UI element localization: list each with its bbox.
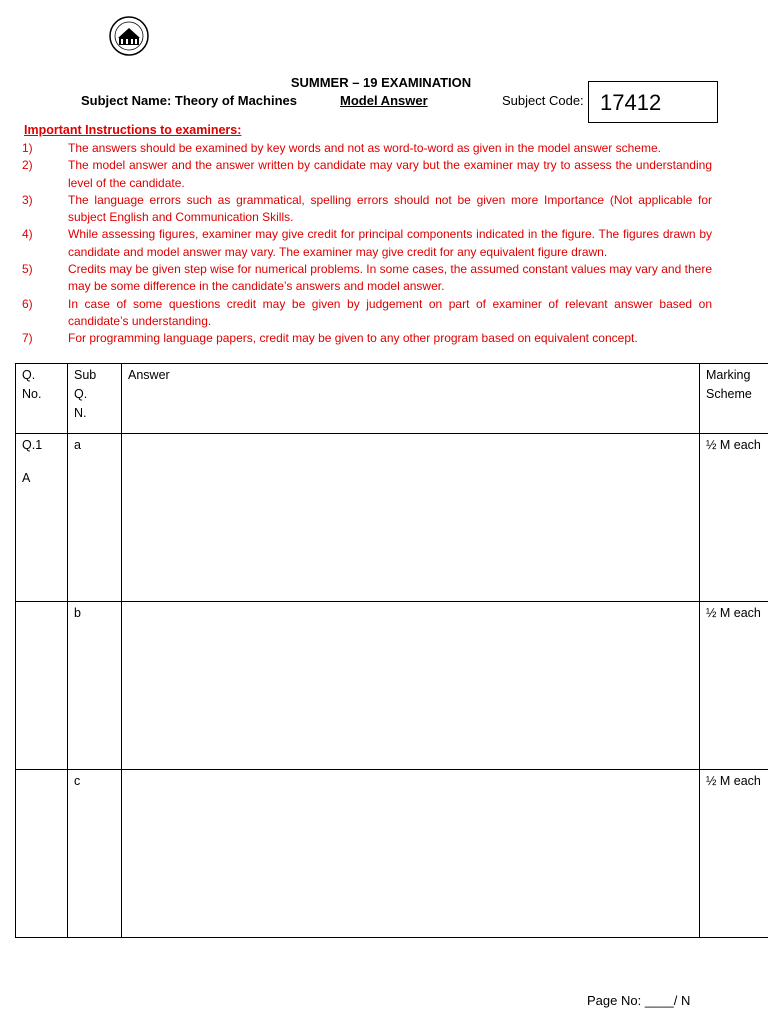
cell-marking: ½ M each [700,602,768,770]
instruction-item [20,226,712,261]
instruction-text: In case of some questions credit may be given by judgement on part of examiner of relevant answer based on candidate’s understanding. [68,296,712,328]
subject-code-box: 17412 [588,81,718,123]
table-row [16,434,768,602]
header-answer: Answer [122,364,700,434]
instruction-text: The model answer and the answer written by candidate may vary but the examiner may try to assess the understanding level of the candidate. [68,158,712,190]
header-sub-line1: Sub [74,368,97,382]
instruction-text: For programming language papers, credit may be given to any other program based on equivalent concept. [68,331,638,346]
instruction-number: 1) [22,141,33,155]
instructions-list [20,140,712,348]
header-marking-line2: Scheme [706,387,752,401]
q-section: A [22,471,31,485]
instruction-number: 3) [22,192,33,207]
instructions-heading: Important Instructions to examiners: [24,123,242,137]
cell-q-no [16,770,68,938]
cell-sub-q: b [68,602,122,770]
cell-q-no [16,434,68,602]
header-q-no-line2: No. [22,387,42,401]
cell-marking: ½ M each [700,434,768,602]
model-answer-label: Model Answer [340,93,428,108]
header-q-no [16,364,68,434]
subject-name: Subject Name: Theory of Machines [81,93,297,108]
header-marking-line1: Marking [706,368,751,382]
page-number: Page No: ____/ N [587,993,691,1008]
instruction-number: 4) [22,227,33,242]
header-sub-line2: Q. [74,387,88,401]
instruction-item [20,261,712,296]
cell-sub-q: c [68,770,122,938]
instruction-item [20,296,712,331]
header-marking-scheme [700,364,768,434]
cell-q-no [16,602,68,770]
instruction-item [20,157,712,192]
cell-sub-q: a [68,434,122,602]
instruction-text: The language errors such as grammatical, spelling errors should not be given more Importance (Not applicable for subject English and Communication Skills. [68,192,712,225]
instruction-text: The answers should be examined by key words and not as word-to-word as given in the model answer scheme. [68,141,661,155]
exam-title: SUMMER – 19 EXAMINATION [290,75,472,90]
institution-logo [104,14,154,58]
instruction-number: 6) [22,296,33,311]
table-row [16,602,768,770]
cell-marking: ½ M each [700,770,768,938]
q-number: Q.1 [22,438,43,452]
subject-code-label: Subject Code: [502,93,584,108]
instruction-text: Credits may be given step wise for numerical problems. In some cases, the assumed constant values may vary and there may be some difference in the candidate’s answers and model answer. [68,262,712,294]
cell-answer [122,434,700,602]
instruction-item [20,330,712,347]
cell-answer [122,770,700,938]
instruction-text: While assessing figures, examiner may give credit for principal components indicated in the figure. The figures drawn by candidate and model answer may vary. The examiner may give credit for any equivalent figure drawn. [68,227,712,259]
header-sub-q [68,364,122,434]
table-header-row [16,364,768,434]
instruction-number: 5) [22,262,33,277]
instruction-item [20,140,712,157]
table-row [16,770,768,938]
header-q-no-line1: Q. [22,368,36,382]
instruction-number: 2) [22,158,33,173]
header-sub-line3: N. [74,406,87,420]
instruction-number: 7) [22,331,33,346]
instruction-item [20,192,712,227]
answer-table [15,363,768,938]
cell-answer [122,602,700,770]
